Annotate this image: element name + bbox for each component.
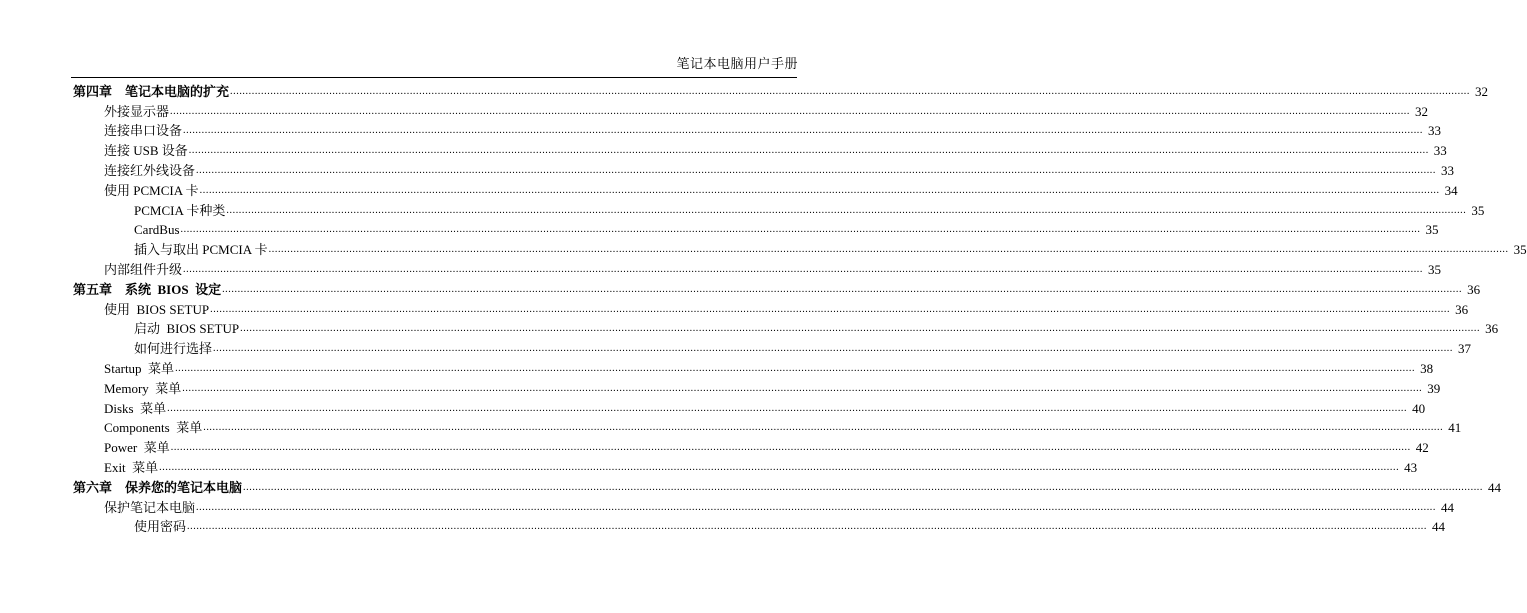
toc-entry-title: 连接串口设备: [104, 123, 183, 139]
dot-leader: ................................................................................................................................................................................................................................................................................................................................................................................................................: [268, 244, 1509, 256]
toc-entry-title: Startup 菜单: [104, 360, 175, 376]
toc-page-number: 39: [1427, 380, 1441, 396]
toc-section-entry[interactable]: [71, 417, 1462, 437]
toc-entry-title: 第五章 系统 BIOS 设定: [73, 281, 222, 297]
toc-page-number: 35: [1428, 261, 1442, 277]
toc-entry-title: 保护笔记本电脑: [104, 499, 196, 515]
toc-entry-title: CardBus: [134, 222, 180, 238]
toc-chapter-entry[interactable]: [71, 80, 1489, 100]
dot-leader: ................................................................................................................................................................................................................................................................................................................................................................................................................: [188, 145, 1429, 157]
dot-leader: ................................................................................................................................................................................................................................................................................................................................................................................................................: [213, 343, 1454, 355]
toc-section-entry[interactable]: [71, 436, 1429, 456]
dot-leader: ................................................................................................................................................................................................................................................................................................................................................................................................................: [175, 362, 1416, 374]
toc-section-entry[interactable]: [71, 139, 1447, 159]
toc-section-entry[interactable]: [71, 496, 1455, 516]
toc-entry-title: 使用密码: [134, 519, 187, 535]
dot-leader: ................................................................................................................................................................................................................................................................................................................................................................................................................: [183, 125, 1424, 137]
toc-section-entry[interactable]: [71, 456, 1418, 476]
dot-leader: ................................................................................................................................................................................................................................................................................................................................................................................................................: [170, 442, 1411, 454]
toc-page-number: 43: [1404, 459, 1418, 475]
toc-entry-title: PCMCIA 卡种类: [134, 202, 226, 218]
toc-page-number: 32: [1475, 83, 1489, 99]
toc-subsection-entry[interactable]: [71, 238, 1527, 258]
toc-entry-title: Exit 菜单: [104, 459, 159, 475]
toc-page-number: 38: [1420, 360, 1434, 376]
toc-page-number: 35: [1471, 202, 1485, 218]
toc-page-number: 36: [1467, 281, 1481, 297]
dot-leader: ................................................................................................................................................................................................................................................................................................................................................................................................................: [243, 481, 1484, 493]
toc-entry-title: 内部组件升级: [104, 261, 183, 277]
toc-section-entry[interactable]: [71, 159, 1455, 179]
header-divider: [71, 77, 797, 78]
running-header-title: 笔记本电脑用户手册: [676, 57, 798, 72]
toc-section-entry[interactable]: [71, 377, 1441, 397]
dot-leader: ................................................................................................................................................................................................................................................................................................................................................................................................................: [226, 204, 1467, 216]
toc-section-entry[interactable]: [71, 357, 1434, 377]
toc-page-number: 42: [1415, 440, 1429, 456]
toc-subsection-entry[interactable]: [71, 219, 1439, 239]
dot-leader: ................................................................................................................................................................................................................................................................................................................................................................................................................: [180, 224, 1421, 236]
dot-leader: ................................................................................................................................................................................................................................................................................................................................................................................................................: [196, 164, 1437, 176]
toc-entry-title: 第四章 笔记本电脑的扩充: [73, 83, 230, 99]
dot-leader: ................................................................................................................................................................................................................................................................................................................................................................................................................: [210, 303, 1451, 315]
toc-subsection-entry[interactable]: [71, 318, 1499, 338]
toc-chapter-entry[interactable]: [71, 278, 1481, 298]
toc-entry-title: 启动 BIOS SETUP: [134, 321, 240, 337]
toc-page-number: 36: [1455, 301, 1469, 317]
dot-leader: ................................................................................................................................................................................................................................................................................................................................................................................................................: [222, 283, 1463, 295]
toc-entry-title: 第六章 保养您的笔记本电脑: [73, 479, 243, 495]
toc-entry-title: 连接红外线设备: [104, 162, 196, 178]
toc-entry-title: Components 菜单: [104, 420, 203, 436]
dot-leader: ................................................................................................................................................................................................................................................................................................................................................................................................................: [182, 382, 1423, 394]
toc-chapter-entry[interactable]: [71, 476, 1502, 496]
dot-leader: ................................................................................................................................................................................................................................................................................................................................................................................................................: [196, 501, 1437, 513]
toc-entry-title: 使用 PCMCIA 卡: [104, 182, 199, 198]
toc-page-number: 33: [1441, 162, 1455, 178]
toc-page-number: 44: [1488, 479, 1502, 495]
toc-subsection-entry[interactable]: [71, 199, 1485, 219]
toc-page-number: 36: [1485, 321, 1499, 337]
toc-subsection-entry[interactable]: [71, 337, 1472, 357]
dot-leader: ................................................................................................................................................................................................................................................................................................................................................................................................................: [199, 184, 1440, 196]
toc-entry-title: Memory 菜单: [104, 380, 182, 396]
toc-page-number: 33: [1428, 123, 1442, 139]
dot-leader: ................................................................................................................................................................................................................................................................................................................................................................................................................: [183, 263, 1424, 275]
toc-page-number: 35: [1513, 242, 1527, 258]
toc-section-entry[interactable]: [71, 298, 1469, 318]
toc-page-number: 37: [1458, 341, 1472, 357]
toc-page-number: 41: [1448, 420, 1462, 436]
toc-entry-title: Power 菜单: [104, 440, 170, 456]
toc-page-number: 33: [1433, 143, 1447, 159]
toc-section-entry[interactable]: [71, 258, 1442, 278]
toc-entry-title: 连接 USB 设备: [104, 143, 188, 159]
toc-page-number: 44: [1441, 499, 1455, 515]
toc-page-number: 40: [1412, 400, 1426, 416]
toc-page-number: 34: [1444, 182, 1458, 198]
toc-section-entry[interactable]: [71, 100, 1429, 120]
toc-entry-title: 外接显示器: [104, 103, 170, 119]
toc-page-number: 35: [1425, 222, 1439, 238]
dot-leader: ................................................................................................................................................................................................................................................................................................................................................................................................................: [240, 323, 1481, 335]
dot-leader: ................................................................................................................................................................................................................................................................................................................................................................................................................: [203, 422, 1444, 434]
toc-section-entry[interactable]: [71, 397, 1426, 417]
toc-entry-title: 插入与取出 PCMCIA 卡: [134, 242, 268, 258]
toc-entry-title: 如何进行选择: [134, 341, 213, 357]
dot-leader: ................................................................................................................................................................................................................................................................................................................................................................................................................: [167, 402, 1408, 414]
dot-leader: ................................................................................................................................................................................................................................................................................................................................................................................................................: [159, 461, 1400, 473]
dot-leader: ................................................................................................................................................................................................................................................................................................................................................................................................................: [230, 85, 1471, 97]
toc-section-entry[interactable]: [71, 120, 1442, 140]
dot-leader: ................................................................................................................................................................................................................................................................................................................................................................................................................: [170, 105, 1411, 117]
toc-page-number: 44: [1432, 519, 1446, 535]
toc-page-number: 32: [1415, 103, 1429, 119]
table-of-contents: [71, 80, 1527, 535]
dot-leader: ................................................................................................................................................................................................................................................................................................................................................................................................................: [187, 521, 1428, 533]
toc-section-entry[interactable]: [71, 179, 1458, 199]
toc-entry-title: 使用 BIOS SETUP: [104, 301, 210, 317]
toc-entry-title: Disks 菜单: [104, 400, 167, 416]
toc-subsection-entry[interactable]: [71, 516, 1446, 536]
